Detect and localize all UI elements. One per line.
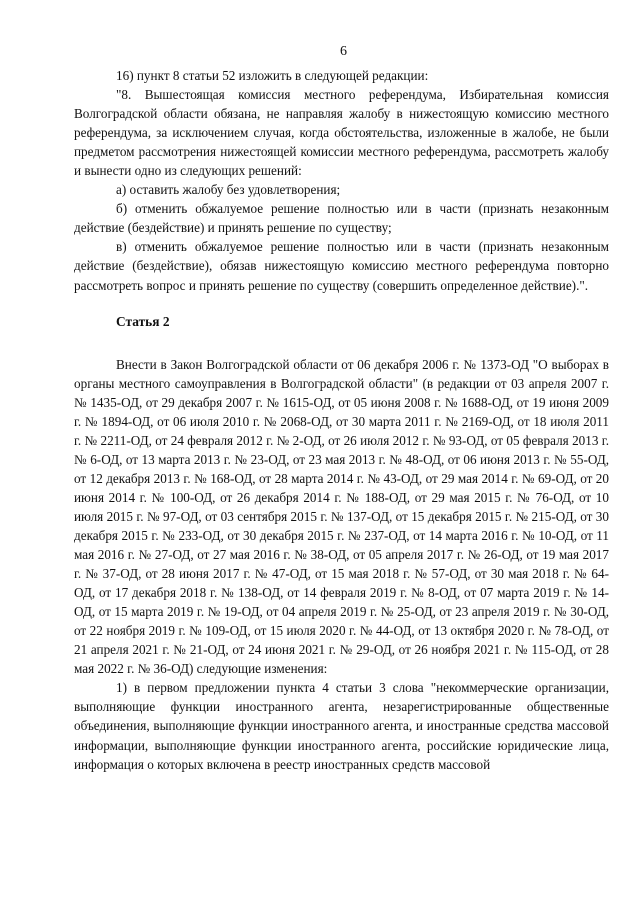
paragraph-option-a: а) оставить жалобу без удовлетворения; <box>116 182 341 198</box>
paragraph-law-amendments: Внести в Закон Волгоградской области от 06 декабря 2006 г. № 1373-ОД "О выборах в органы местного самоуправления в Волгоградской области" (в редакции от 03 апреля 2007 г. № 1435-ОД, от 29 декабря 2007 г. № 1615-ОД, от 05 июня 2008 г. № 1688-ОД, от 19 июня 2009 г. № 1894-ОД, от 06 июля 2010 г. № 2068-ОД, от 30 марта 2011 г. № 2169-ОД, от 18 июля 2011 г. № 2211-ОД, от 24 февраля 2012 г. № 2-ОД, от 26 июля 2012 г. № 93-ОД, от 05 февраля 2013 г. № 6-ОД, от 13 марта 2013 г. № 23-ОД, от 23 мая 2013 г. № 48-ОД, от 06 июня 2013 г. № 55-ОД, от 12 декабря 2013 г. № 168-ОД, от 28 марта 2014 г. № 43-ОД, от 29 мая 2014 г. № 69-ОД, от 20 июня 2014 г. № 100-ОД, от 26 декабря 2014 г. № 188-ОД, от 29 мая 2015 г. № 76-ОД, от 10 июля 2015 г. № 97-ОД, от 03 сентября 2015 г. № 137-ОД, от 15 декабря 2015 г. № 215-ОД, от 30 декабря 2015 г. № 233-ОД, от 30 декабря 2015 г. № 237-ОД, от 14 марта 2016 г. № 10-ОД, от 11 мая 2016 г. № 27-ОД, от 27 мая 2016 г. № 38-ОД, от 05 апреля 2017 г. № 26-ОД, от 19 мая 2017 г. № 37-ОД, от 28 июня 2017 г. № 47-ОД, от 15 мая 2018 г. № 57-ОД, от 30 мая 2018 г. № 64-ОД, от 17 декабря 2018 г. № 138-ОД, от 14 февраля 2019 г. № 8-ОД, от 07 марта 2019 г. № 14-ОД, от 15 марта 2019 г. № 19-ОД, от 04 апреля 2019 г. № 25-ОД, от 23 апреля 2019 г. № 30-ОД, от 22 ноября 2019 г. № 109-ОД, от 15 июля 2020 г. № 44-ОД, от 13 октября 2020 г. № 78-ОД, от 21 апреля 2021 г. № 21-ОД, от 24 июня 2021 г. № 29-ОД, от 26 ноября 2021 г. № 115-ОД, от 28 мая 2022 г. № 36-ОД) следующие изменения: <box>74 356 609 677</box>
paragraph-amendment-1: 1) в первом предложении пункта 4 статьи 3 слова "некоммерческие организации, выполняющие функции иностранного агента, незарегистрированные общественные объединения, выполняющие функции иностранного агента, и иностранные средства массовой информации, выполняющие функции иностранного агента, российские юридические лица, информация о которых включена в реестр иностранных средств массовой <box>74 680 609 772</box>
paragraph-option-c: в) отменить обжалуемое решение полностью или в части (признать незаконным действие (бездействие), обязав нижестоящую комиссию местного референдума повторно рассмотреть вопрос и принять решение по существу (совершить определенное действие).". <box>74 239 609 293</box>
paragraph-point-8: "8. Вышестоящая комиссия местного референдума, Избирательная комиссия Волгоградской области обязана, не направляя жалобу в нижестоящую комиссию местного референдума, за исключением случая, когда обстоятельства, изложенные в жалобе, не были предметом рассмотрения нижестоящей комиссии местного референдума, рассмотреть жалобу и вынести одно из следующих решений: <box>74 87 609 179</box>
paragraph-item-16: 16) пункт 8 статьи 52 изложить в следующей редакции: <box>116 68 429 83</box>
document-body <box>74 66 609 774</box>
paragraph-option-b: б) отменить обжалуемое решение полностью или в части (признать незаконным действие (бездействие) и принять решение по существу; <box>74 201 609 236</box>
page-number: 6 <box>340 44 347 59</box>
article-title: Статья 2 <box>116 313 170 329</box>
